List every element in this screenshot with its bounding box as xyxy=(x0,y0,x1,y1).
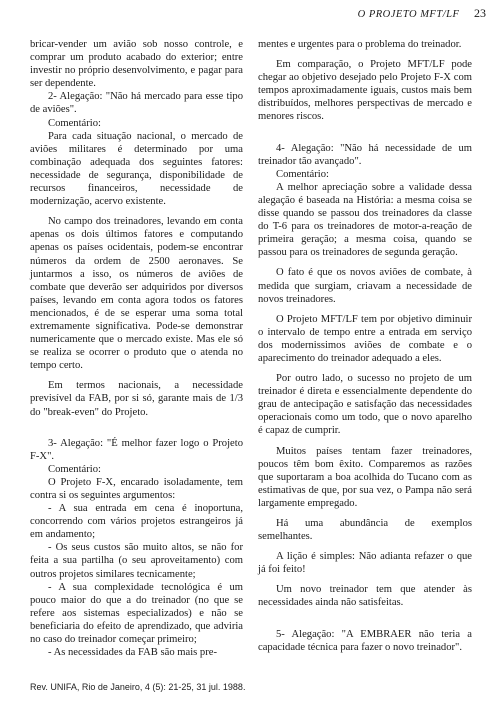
paragraph: Um novo treinador tem que atender às necessidades ainda não satisfeitas. xyxy=(258,584,472,609)
paragraph: A melhor apreciação sobre a validade dessa alegação é baseada na História: a mesma coisa se disse quando se passou dos treinadores da classe do T-6 para os treinadores de motor-a-reação de primeira geração; a mesma coisa, quando se passou para os treinadores de segunda geração. xyxy=(258,181,472,259)
paragraph: Por outro lado, o sucesso no projeto de um treinador é direta e essencialmente dependente do grau de antecipação e satisfação das necessidades operacionais como um todo, que o novo aparelho é capaz de cumprir. xyxy=(258,373,472,437)
list-item: - A sua entrada em cena é inoportuna, concorrendo com vários projetos estrangeiros já em andamento; xyxy=(30,503,243,541)
comment-label: Comentário: xyxy=(48,463,101,475)
claim-heading: 2- Alegação: "Não há mercado para esse tipo de aviões". xyxy=(30,91,243,116)
paragraph: mentes e urgentes para o problema do treinador. xyxy=(258,39,462,50)
page-number: 23 xyxy=(474,6,486,20)
paragraph: Em comparação, o Projeto MFT/LF pode chegar ao objetivo desejado pelo Projeto F-X com tempos aproximadamente iguais, custos mais bem distribuídos, melhores perspectivas de mercado e menores riscos. xyxy=(258,59,472,123)
paragraph: O Projeto MFT/LF tem por objetivo diminuir o intervalo de tempo entre a entrada em serviço dos modernissimos aviões de combate e o aparecimento do treinador adequado a eles. xyxy=(258,313,472,364)
list-item: - As necessidades da FAB são mais pre- xyxy=(48,647,217,659)
paragraph: Em termos nacionais, a necessidade previsível da FAB, por si só, garante mais de 1/3 do "break-even" do Projeto. xyxy=(30,380,243,418)
claim-heading: 4- Alegação: "Não há necessidade de um treinador tão avançado". xyxy=(258,142,472,167)
comment-label: Comentário: xyxy=(276,168,329,180)
header-title: O PROJETO MFT/LF xyxy=(357,9,460,20)
claim-heading: 3- Alegação: "É melhor fazer logo o Projeto F-X". xyxy=(30,437,243,462)
claim-heading: 5- Alegação: "A EMBRAER não teria a capacidade técnica para fazer o novo treinador". xyxy=(258,628,472,653)
paragraph: bricar-vender um avião sob nosso controle, e comprar um produto acabado do exterior; entre investir no próprio desenvolvimento, e pagar para ser dependente. xyxy=(30,39,243,90)
paragraph: Muitos países tentam fazer treinadores, poucos têm bom êxito. Comparemos as razões que suportaram a boa acolhida do Tucano com as estimativas de que, por sua vez, o Pampa não será largamente empregado. xyxy=(258,445,472,509)
list-item: - Os seus custos são muito altos, se não for feita a sua partilha (o seu aproveitamento) com outros projetos similares tecnicamente; xyxy=(30,542,243,580)
paragraph: O Projeto F-X, encarado isoladamente, tem contra si os seguintes argumentos: xyxy=(30,476,243,501)
paragraph: No campo dos treinadores, levando em conta apenas os dois últimos fatores e computando apenas os países ocidentais, podem-se encontrar números da ordem de 2500 aeronaves. Se juntarmos a isso, os números de aviões de combate que deverão ser adquiridos por diversos países, levando em conta agora todos os fatores mencionados, é de se esperar uma soma total extremamente significativa. Pode-se demonstrar numericamente que o mercado existe. Mas ele só se realiza se ocorrer o produto que o atenda no tempo certo. xyxy=(30,216,243,372)
paragraph: Para cada situação nacional, o mercado de aviões militares é determinado por uma combinação adequada dos seguintes fatores: necessidade de segurança, disponibilidade de recursos financeiros, necessidade de modernização, acervo existente. xyxy=(30,130,243,208)
paragraph: A lição é simples: Não adianta refazer o que já foi feito! xyxy=(258,551,472,576)
left-column xyxy=(30,38,243,659)
citation-footer: Rev. UNIFA, Rio de Janeiro, 4 (5): 21-25, 31 jul. 1988. xyxy=(30,682,246,692)
running-header xyxy=(358,6,486,21)
paragraph: O fato é que os novos aviões de combate, à medida que surgiam, criavam a necessidade de novos treinadores. xyxy=(258,267,472,305)
comment-label: Comentário: xyxy=(48,117,101,129)
list-item: - A sua complexidade tecnológica é um pouco maior do que a do treinador (no que se refere aos sistemas especializados) e não se beneficiaria do efeito de aprendizado, que adviria no caso do treinador começar primeiro; xyxy=(30,581,243,646)
right-column xyxy=(258,38,472,654)
paragraph: Há uma abundância de exemplos semelhantes. xyxy=(258,518,472,543)
